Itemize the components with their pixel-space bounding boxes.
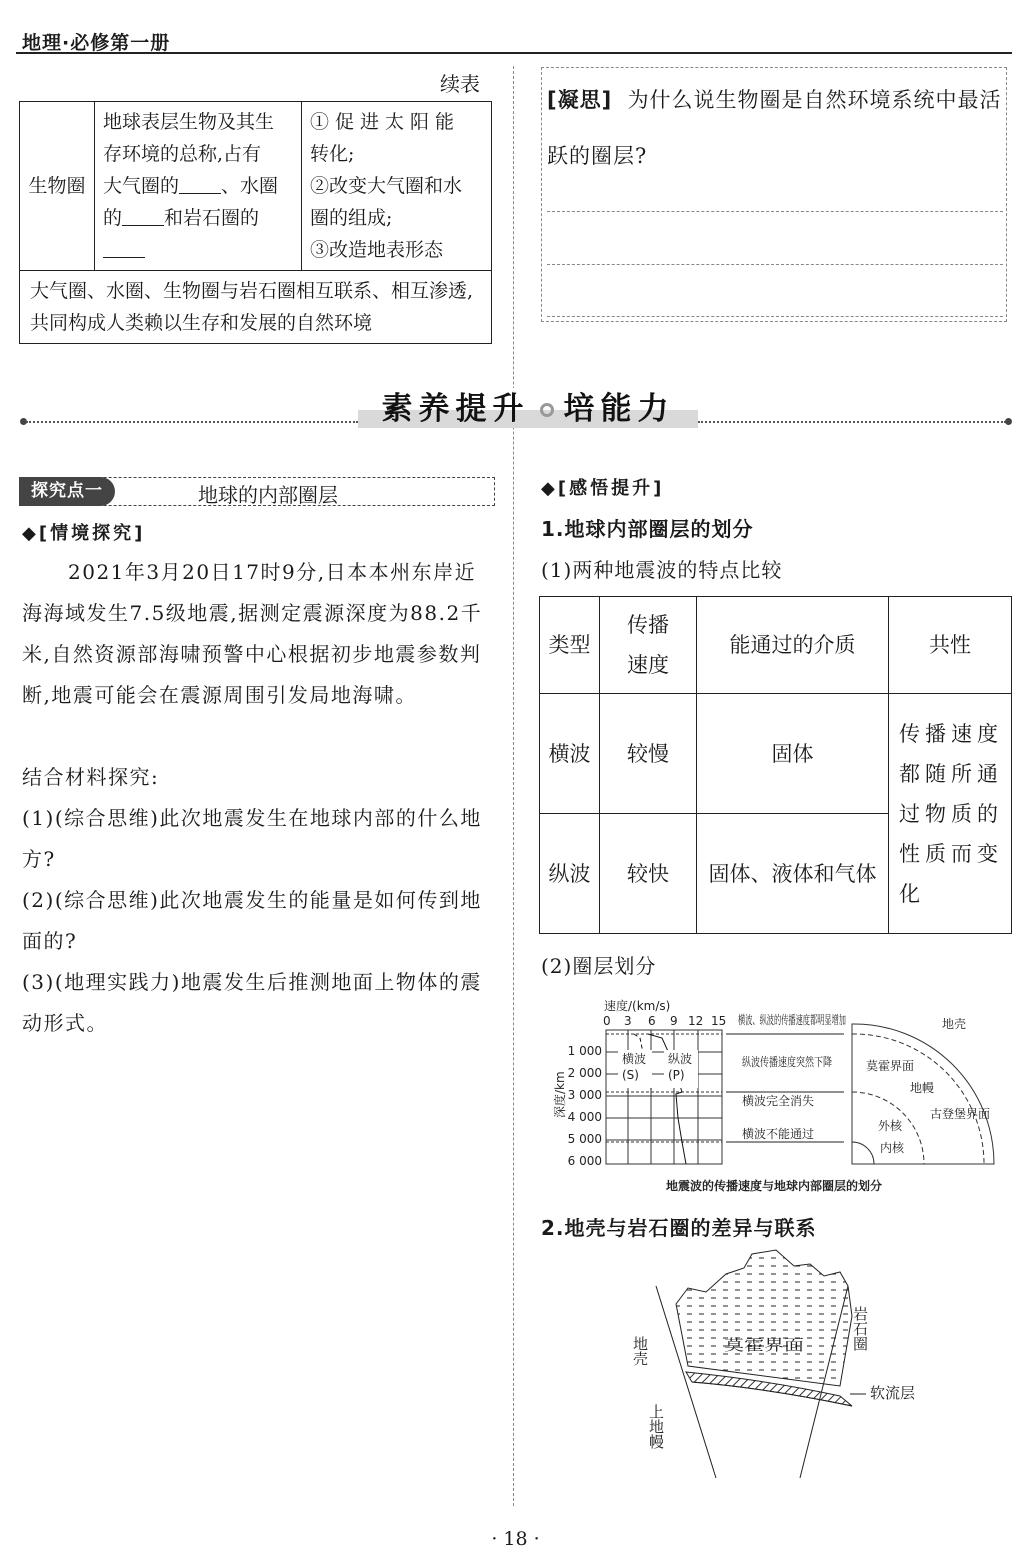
note-2: 纵波传播速度突然下降 <box>742 1055 863 1069</box>
scenario-heading: ◆[情境探究] <box>22 523 146 544</box>
svg-text:4 000: 4 000 <box>567 1110 602 1124</box>
speed-axis-label: 速度/(km/s) <box>604 999 671 1013</box>
seismic-wave-table <box>539 596 1012 934</box>
banner-rule <box>26 421 358 423</box>
page-number: · 18 · <box>491 1528 540 1550</box>
explore-prompt: 结合材料探究: <box>22 765 160 789</box>
mantle-label: 地幔 <box>910 1081 935 1095</box>
banner-separator-icon <box>540 403 554 417</box>
function-cell: ①促进太阳能 转化; ②改变大气圈和水 圈的组成; ③改造地表形态 <box>302 102 492 271</box>
definition-cell: 地球表层生物及其生 存环境的总称,占有 大气圈的 、水圈 的 和岩石圈的 <box>95 102 302 271</box>
insight-heading: ◆[感悟提升] <box>541 478 665 499</box>
moho-label: 莫霍界面 <box>724 1336 804 1354</box>
depth-axis-label: 深度/km <box>553 1071 567 1118</box>
s-wave-label: 横波(S) <box>622 1052 647 1082</box>
header-medium: 能通过的介质 <box>697 597 889 694</box>
banner-dot <box>1005 418 1012 425</box>
inner-core-label: 内核 <box>880 1141 905 1155</box>
header-rule <box>16 52 1012 54</box>
svg-text:15: 15 <box>711 1014 727 1028</box>
svg-text:3 000: 3 000 <box>567 1088 602 1102</box>
row-label: 生物圈 <box>20 102 95 271</box>
scenario-passage: 2021年3月20日17时9分,日本本州东岸近海海域发生7.5级地震,据测定震源深度为88.2千米,自然资源部海啸预警中心根据初步地震参数判断,地震可能会在震源周围引发局地海啸。 <box>22 560 483 707</box>
p-wave-label: 纵波(P) <box>668 1052 693 1082</box>
svg-text:1 000: 1 000 <box>567 1044 602 1058</box>
svg-text:5 000: 5 000 <box>567 1132 602 1146</box>
crust-label: 地壳 <box>942 1017 967 1031</box>
svg-text:9: 9 <box>670 1014 678 1028</box>
summary-cell: 大气圈、水圈、生物圈与岩石圈相互联系、相互渗透,共同构成人类赖以生存和发展的自然环境 <box>20 271 492 344</box>
running-head: 地理·必修第一册 <box>22 32 171 54</box>
explore-title: 地球的内部圈层 <box>198 483 338 507</box>
depth-ticks <box>568 1044 602 1168</box>
lithosphere-label: 岩石圈 <box>851 1306 869 1351</box>
cell-medium: 固体、液体和气体 <box>697 814 889 934</box>
subheading-2: (2)圈层划分 <box>541 954 657 978</box>
cell-type: 纵波 <box>540 814 600 934</box>
gutenberg-label: 古登堡界面 <box>930 1107 991 1121</box>
crust-label: 地壳 <box>631 1336 649 1366</box>
answer-line[interactable] <box>547 316 1003 317</box>
biosphere-table <box>19 101 492 344</box>
heading-1: 1.地球内部圈层的划分 <box>541 517 754 541</box>
fill-blank[interactable] <box>122 202 164 226</box>
note-1: 横波、纵波的传播速度都明显增加 <box>738 1013 919 1027</box>
section-banner: 素养提升 培能力 <box>358 388 698 428</box>
header-speed: 传播速度 <box>600 597 697 694</box>
header-common: 共性 <box>889 597 1012 694</box>
upper-mantle-label: 上地幔 <box>647 1404 665 1449</box>
cell-common: 传播速度都随所通过物质的性质而变化 <box>889 694 1012 934</box>
question-1: (1)(综合思维)此次地震发生在地球内部的什么地方? <box>22 806 482 871</box>
explore-tag: 探究点一 <box>19 477 115 506</box>
outer-core-label: 外核 <box>878 1119 903 1133</box>
svg-text:2 000: 2 000 <box>567 1066 602 1080</box>
question-2: (2)(综合思维)此次地震发生的能量是如何传到地面的? <box>22 888 482 953</box>
note-3: 横波完全消失 <box>742 1094 815 1108</box>
speed-ticks <box>603 1014 726 1028</box>
cell-type: 横波 <box>540 694 600 814</box>
question-3: (3)(地理实践力)地震发生后推测地面上物体的震动形式。 <box>22 970 482 1035</box>
seismic-diagram <box>548 998 1000 1198</box>
cell-speed: 较慢 <box>600 694 697 814</box>
lithosphere-diagram <box>626 1246 926 1478</box>
column-divider <box>513 66 514 1506</box>
answer-line[interactable] <box>547 264 1003 265</box>
svg-text:12: 12 <box>688 1014 704 1028</box>
diagram-caption: 地震波的传播速度与地球内部圈层的划分 <box>665 1179 883 1193</box>
cell-medium: 固体 <box>697 694 889 814</box>
heading-2: 2.地壳与岩石圈的差异与联系 <box>541 1216 817 1240</box>
moho-label: 莫霍界面 <box>866 1059 915 1073</box>
reflection-question: [凝思] 为什么说生物圈是自然环境系统中最活跃的圈层? <box>547 88 1002 168</box>
svg-text:0: 0 <box>603 1014 611 1028</box>
continued-label: 续表 <box>440 72 480 96</box>
svg-text:6 000: 6 000 <box>567 1154 602 1168</box>
cell-speed: 较快 <box>600 814 697 934</box>
note-4: 横波不能通过 <box>742 1127 815 1141</box>
asthenosphere-label: 软流层 <box>870 1384 916 1402</box>
subheading-1: (1)两种地震波的特点比较 <box>541 558 783 582</box>
answer-line[interactable] <box>547 211 1003 212</box>
fill-blank[interactable] <box>179 170 221 194</box>
fill-blank[interactable] <box>103 234 145 258</box>
svg-text:3: 3 <box>624 1014 632 1028</box>
header-type: 类型 <box>540 597 600 694</box>
banner-rule <box>698 421 1006 423</box>
svg-text:6: 6 <box>648 1014 656 1028</box>
